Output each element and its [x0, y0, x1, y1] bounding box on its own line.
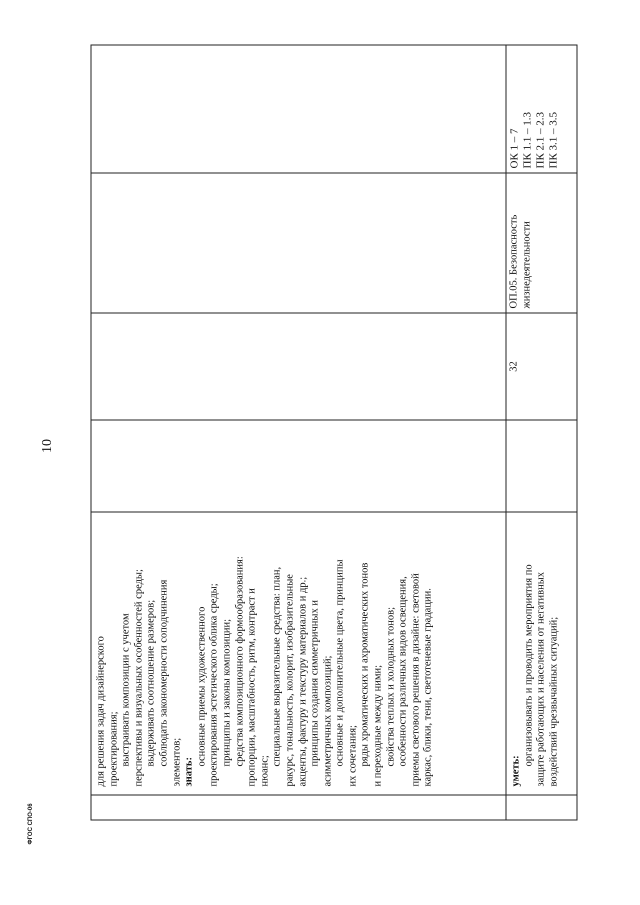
text-line: знать:: [183, 756, 195, 786]
text-line: защите работающих и населения от негативных: [535, 571, 547, 786]
competency-codes: [508, 49, 560, 168]
text-line: выдерживать соотношение размеров;: [145, 599, 157, 766]
index-cell: [91, 795, 506, 820]
table-row: [91, 45, 506, 820]
discipline-cell: [91, 173, 506, 313]
text-line: воздействий чрезвычайных ситуаций;: [547, 616, 559, 786]
text-line: пропорции, масштабность, ритм, контраст и: [246, 587, 258, 786]
text-line: элементов;: [170, 737, 182, 786]
hours-cell: [506, 420, 577, 512]
table-row: [506, 45, 577, 820]
standards-table: [90, 45, 576, 820]
hours-total-cell: [91, 313, 506, 420]
competency-code: ПК 2.1 – 2.3: [534, 111, 546, 168]
text-line: и переходные между ними;: [372, 664, 384, 786]
page-number: 10: [40, 439, 55, 453]
text-line: ряды хроматических и ахроматических тонов: [359, 562, 371, 766]
competency-lines: [93, 516, 437, 790]
competency-code: ПК 1.1 – 1.3: [521, 111, 533, 168]
codes-cell: [91, 45, 506, 173]
text-line: каркас, блики, тени, светотеневые градации.: [422, 587, 434, 786]
text-line: нюанс;: [258, 754, 270, 786]
text-line: выстраивать композиции с учетом: [120, 612, 132, 766]
text-line: проектирования;: [107, 710, 119, 786]
text-line: основные и дополнительные цвета, принципы: [334, 558, 346, 766]
text-line: организовывать и проводить мероприятия по: [522, 563, 534, 766]
text-line: принципы и законы композиции;: [220, 618, 232, 766]
standards-table-container: [90, 45, 576, 820]
text-line: проектирования эстетического облика среды;: [208, 582, 220, 786]
codes-cell: [506, 45, 577, 173]
text-line: особенности различных видов освещения,: [397, 575, 409, 766]
text-line: перспективы и визуальных особенностей среды;: [132, 568, 144, 786]
text-line: соблюдать закономерности соподчинения: [157, 579, 169, 766]
discipline-cell: ОП.05. Безопасность жизнедеятельности: [506, 173, 577, 313]
text-line: уметь:: [510, 754, 521, 786]
text-line: специальные выразительные средства: план,: [271, 566, 283, 766]
competency-code: ОК 1 – 7: [508, 127, 520, 168]
competency-cell: [506, 512, 577, 795]
hours-total-cell: 32: [506, 313, 577, 420]
text-line: приемы светового решения в дизайне: световой: [409, 572, 421, 786]
text-line: основные приемы художественного: [195, 606, 207, 766]
text-line: асимметричных композиций;: [321, 655, 333, 786]
text-line: акценты, фактуру и текстуру материалов и др.;: [296, 576, 308, 786]
text-line: средства композиционного формообразования:: [233, 555, 245, 766]
text-line: для решения задач дизайнерского: [95, 635, 106, 786]
competency-code: ПК 3.1 – 3.5: [547, 111, 559, 168]
footer-label: ФГОС СПО-06: [28, 803, 34, 845]
text-line: свойства теплых и холодных тонов;: [384, 606, 396, 766]
index-cell: [506, 795, 577, 820]
hours-cell: [91, 420, 506, 512]
text-line: их сочетания;: [346, 724, 358, 786]
text-line: ракурс, тональность, колорит, изобразительные: [283, 573, 295, 786]
text-line: принципы создания симметричных и: [309, 599, 321, 766]
competency-lines: [508, 516, 562, 790]
competency-cell: [91, 512, 506, 795]
